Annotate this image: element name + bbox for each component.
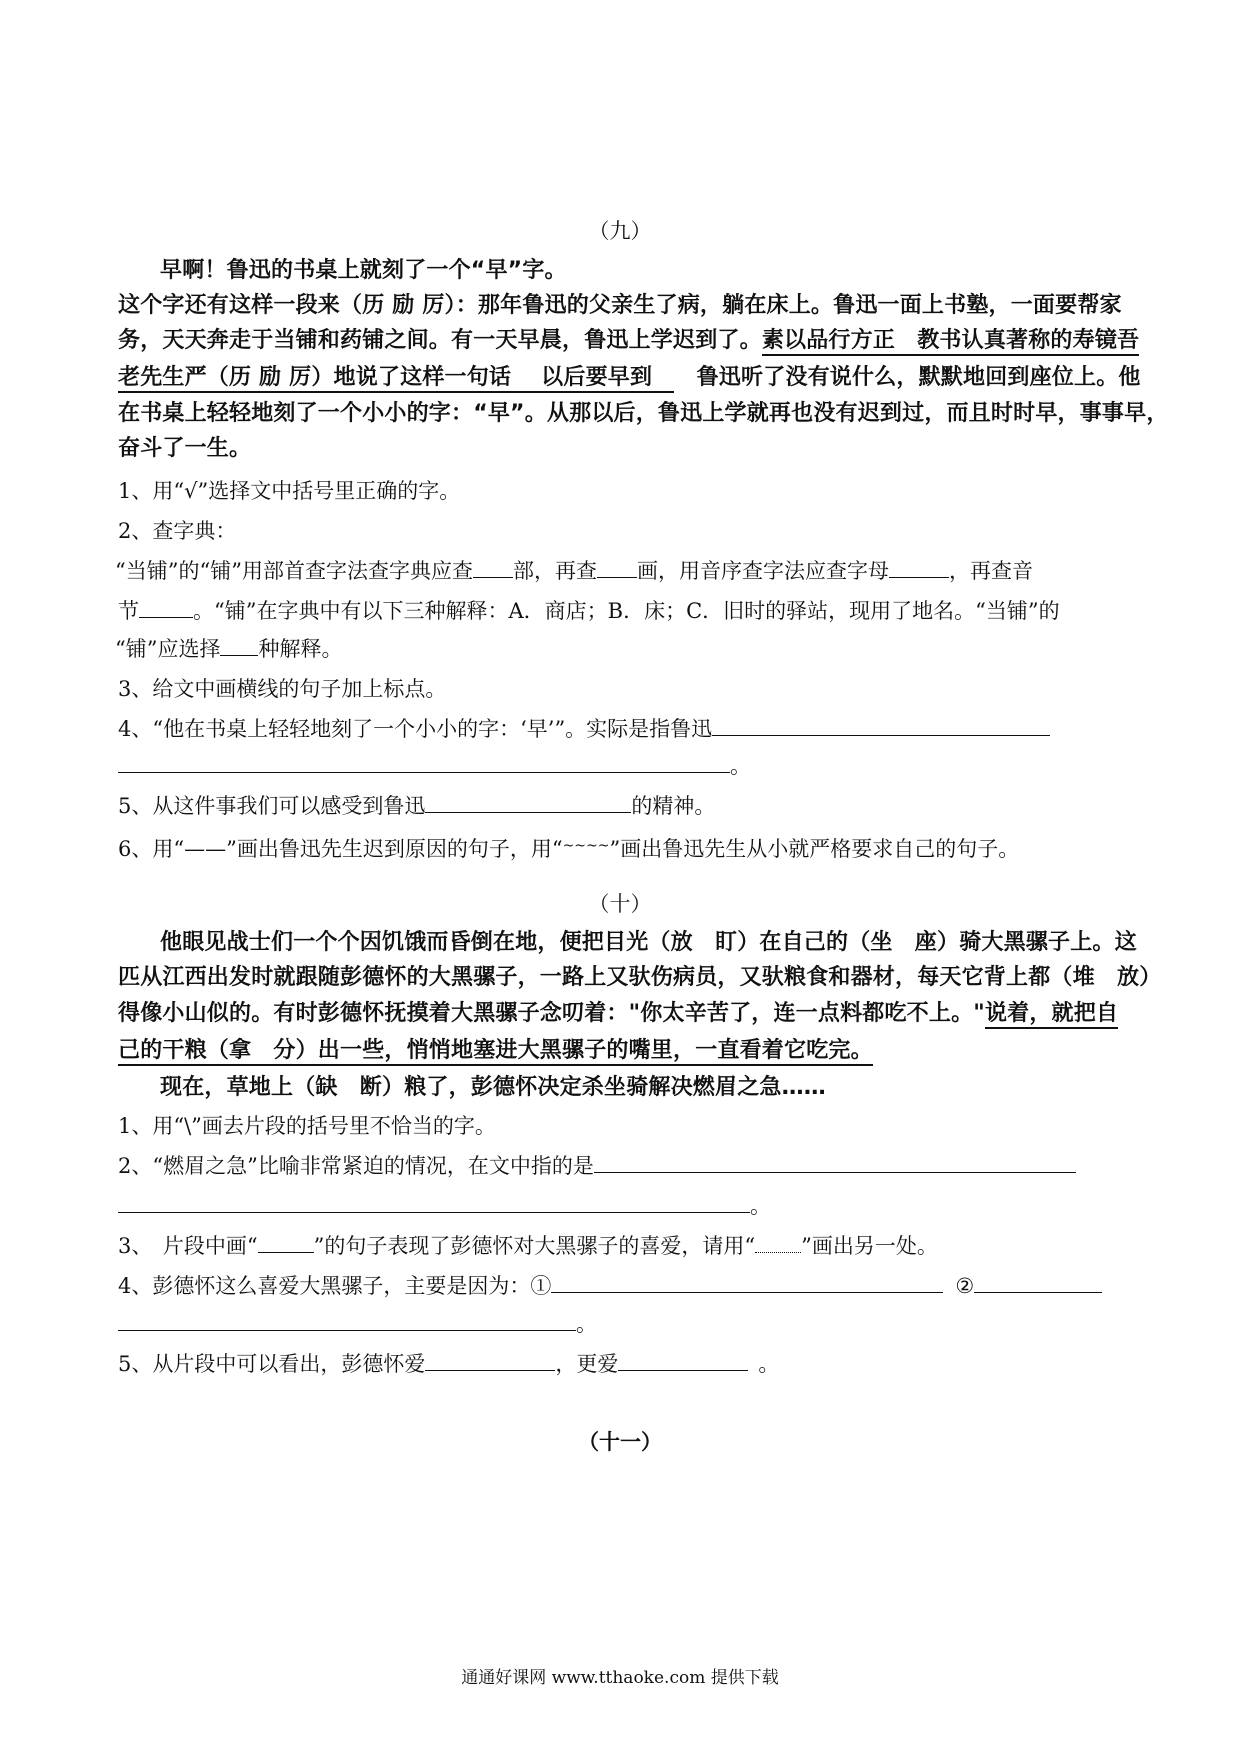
- sec9-paragraph-2-line-5: 奋斗了一生。: [118, 436, 252, 461]
- wavy-line-symbol: ~~~~: [562, 838, 610, 854]
- sec9-question-4-line-2: [118, 750, 1128, 782]
- sec10-question-4: [118, 1270, 1128, 1302]
- sec9-question-5: [118, 790, 1128, 822]
- sec9-question-6: [118, 830, 1128, 865]
- q5-text: 5、从片段中可以看出，彭德怀爱: [118, 1352, 426, 1376]
- q2-text: 种解释。: [258, 637, 343, 661]
- sec9-underlined-sentence: 老先生严（历 励 厉）地说了这样一句话 以后要早到: [118, 365, 674, 393]
- answer-blank[interactable]: [139, 595, 193, 618]
- sec9-question-4: [118, 713, 1128, 745]
- sec10-underlined-sentence: 己的干粮（拿 分）出一些，悄悄地塞进大黑骡子的嘴里，一直看着它吃完。: [118, 1038, 873, 1066]
- sec10-underlined-sentence: 说着，就把自: [985, 1001, 1118, 1029]
- answer-blank[interactable]: [594, 1150, 1076, 1173]
- q5-text: ，更爱: [555, 1352, 619, 1376]
- answer-blank[interactable]: [118, 1190, 750, 1213]
- sec9-question-2: 2、查字典：: [118, 519, 237, 543]
- sec10-question-5: [118, 1348, 1128, 1380]
- solid-underline-sample: [258, 1230, 314, 1253]
- sec10-question-4-line-2: [118, 1308, 1128, 1340]
- q2-text: ，再查音: [948, 559, 1033, 583]
- q3-text: 3、 片段中画“: [118, 1234, 258, 1258]
- sec9-question-3: 3、给文中画横线的句子加上标点。: [118, 677, 447, 701]
- sec9-paragraph-2-line-1: 这个字还有这样一段来（历 励 厉）：那年鲁迅的父亲生了病，躺在床上。鲁迅一面上书塾，一面要帮家: [118, 293, 1122, 318]
- q4-text: ②: [955, 1274, 975, 1298]
- q2-text: “铺”应选择: [115, 637, 221, 661]
- q2-text: 部，再查: [512, 559, 597, 583]
- answer-blank[interactable]: [425, 1348, 555, 1371]
- answer-blank[interactable]: [974, 1270, 1102, 1293]
- answer-blank[interactable]: [118, 750, 730, 773]
- sec10-question-2-line-2: [118, 1190, 1128, 1222]
- sec10-question-1: 1、用“\”画去片段的括号里不恰当的字。: [118, 1114, 496, 1138]
- sec9-paragraph-2-line-2: [118, 325, 1140, 357]
- sec9-question-1: 1、用“√”选择文中括号里正确的字。: [118, 479, 461, 503]
- sec9-text: 务，天天奔走于当铺和药铺之间。有一天早晨，鲁迅上学迟到了。: [118, 328, 762, 353]
- sec10-paragraph-2: 现在，草地上（缺 断）粮了，彭德怀决定杀坐骑解决燃眉之急……: [160, 1075, 827, 1100]
- wavy-underline-sample: [755, 1232, 801, 1253]
- sec10-paragraph-1-line-3: [118, 998, 1128, 1030]
- q3-text: ”画出另一处。: [801, 1234, 938, 1258]
- answer-blank[interactable]: [712, 713, 1050, 736]
- sec10-paragraph-1-line-1: 他眼见战士们一个个因饥饿而昏倒在地，便把目光（放 盯）在自己的（坐 座）骑大黑骡子上。这: [160, 930, 1137, 955]
- q4-end: 。: [576, 1312, 597, 1336]
- q2-text: “当铺”的“铺”用部首查字法查字典应查: [115, 559, 473, 583]
- sec10-text: 得像小山似的。有时彭德怀抚摸着大黑骡子念叨着："你太辛苦了，连一点料都吃不上。": [118, 1001, 985, 1026]
- q2-end: 。: [750, 1194, 771, 1218]
- q4-text: 4、“他在书桌上轻轻地刻了一个小小的字：‘早’”。实际是指鲁迅: [118, 717, 713, 741]
- page-footer: 通通好课网 www.tthaoke.com 提供下载: [461, 1668, 779, 1688]
- answer-blank[interactable]: [473, 555, 513, 578]
- q5-text: 5、从这件事我们可以感受到鲁迅: [118, 794, 426, 818]
- answer-blank[interactable]: [889, 555, 949, 578]
- sec9-question-2-line-3: [115, 633, 1125, 665]
- sec9-text: 鲁迅听了没有说什么，默默地回到座位上。他: [674, 365, 1141, 390]
- answer-blank[interactable]: [551, 1270, 943, 1293]
- sec9-paragraph-2-line-3: [118, 362, 1141, 394]
- q4-end: 。: [730, 754, 751, 778]
- sec10-paragraph-1-line-2: 匹从江西出发时就跟随彭德怀的大黑骡子，一路上又驮伤病员，又驮粮食和器材，每天它背上都（堆 放）: [118, 965, 1162, 990]
- section-9-title: （九）: [588, 219, 652, 243]
- answer-blank[interactable]: [118, 1308, 576, 1331]
- sec10-question-3: [118, 1230, 1128, 1262]
- q4-text: 4、彭德怀这么喜爱大黑骡子，主要是因为：①: [118, 1274, 552, 1298]
- sec9-question-2-line-2: [118, 595, 1128, 627]
- section-10-title: （十）: [588, 892, 652, 916]
- q2-text: 。“铺”在字典中有以下三种解释：A．商店；B．床；C．旧时的驿站，现用了地名。“当铺”的: [193, 599, 1060, 623]
- sec9-question-2-line-1: [115, 555, 1125, 587]
- q6-text: 6、用“——”画出鲁迅先生迟到原因的句子，用“: [118, 837, 563, 861]
- q5-text: 的精神。: [631, 794, 716, 818]
- answer-blank[interactable]: [425, 790, 631, 813]
- q6-text: ”画出鲁迅先生从小就严格要求自己的句子。: [609, 837, 1020, 861]
- sec10-paragraph-1-line-4: [118, 1035, 1128, 1067]
- q2-text: 2、“燃眉之急”比喻非常紧迫的情况，在文中指的是: [118, 1154, 594, 1178]
- sec9-paragraph-2-line-4: 在书桌上轻轻地刻了一个小小的字：“早”。从那以后，鲁迅上学就再也没有迟到过，而且时时早，事事早，: [118, 401, 1169, 426]
- q2-text: 节: [118, 599, 139, 623]
- sec9-underlined-sentence: 素以品行方正 教书认真著称的寿镜吾: [762, 328, 1139, 356]
- sec10-question-2: [118, 1150, 1128, 1182]
- q5-text: 。: [758, 1352, 780, 1376]
- answer-blank[interactable]: [618, 1348, 748, 1371]
- answer-blank[interactable]: [220, 633, 258, 656]
- answer-blank[interactable]: [597, 555, 637, 578]
- q3-text: ”的句子表现了彭德怀对大黑骡子的喜爱，请用“: [313, 1234, 756, 1258]
- section-11-title: （十一）: [578, 1429, 662, 1454]
- q2-text: 画，用音序查字法应查字母: [636, 559, 889, 583]
- sec9-paragraph-1: 早啊！鲁迅的书桌上就刻了一个“早”字。: [160, 258, 567, 283]
